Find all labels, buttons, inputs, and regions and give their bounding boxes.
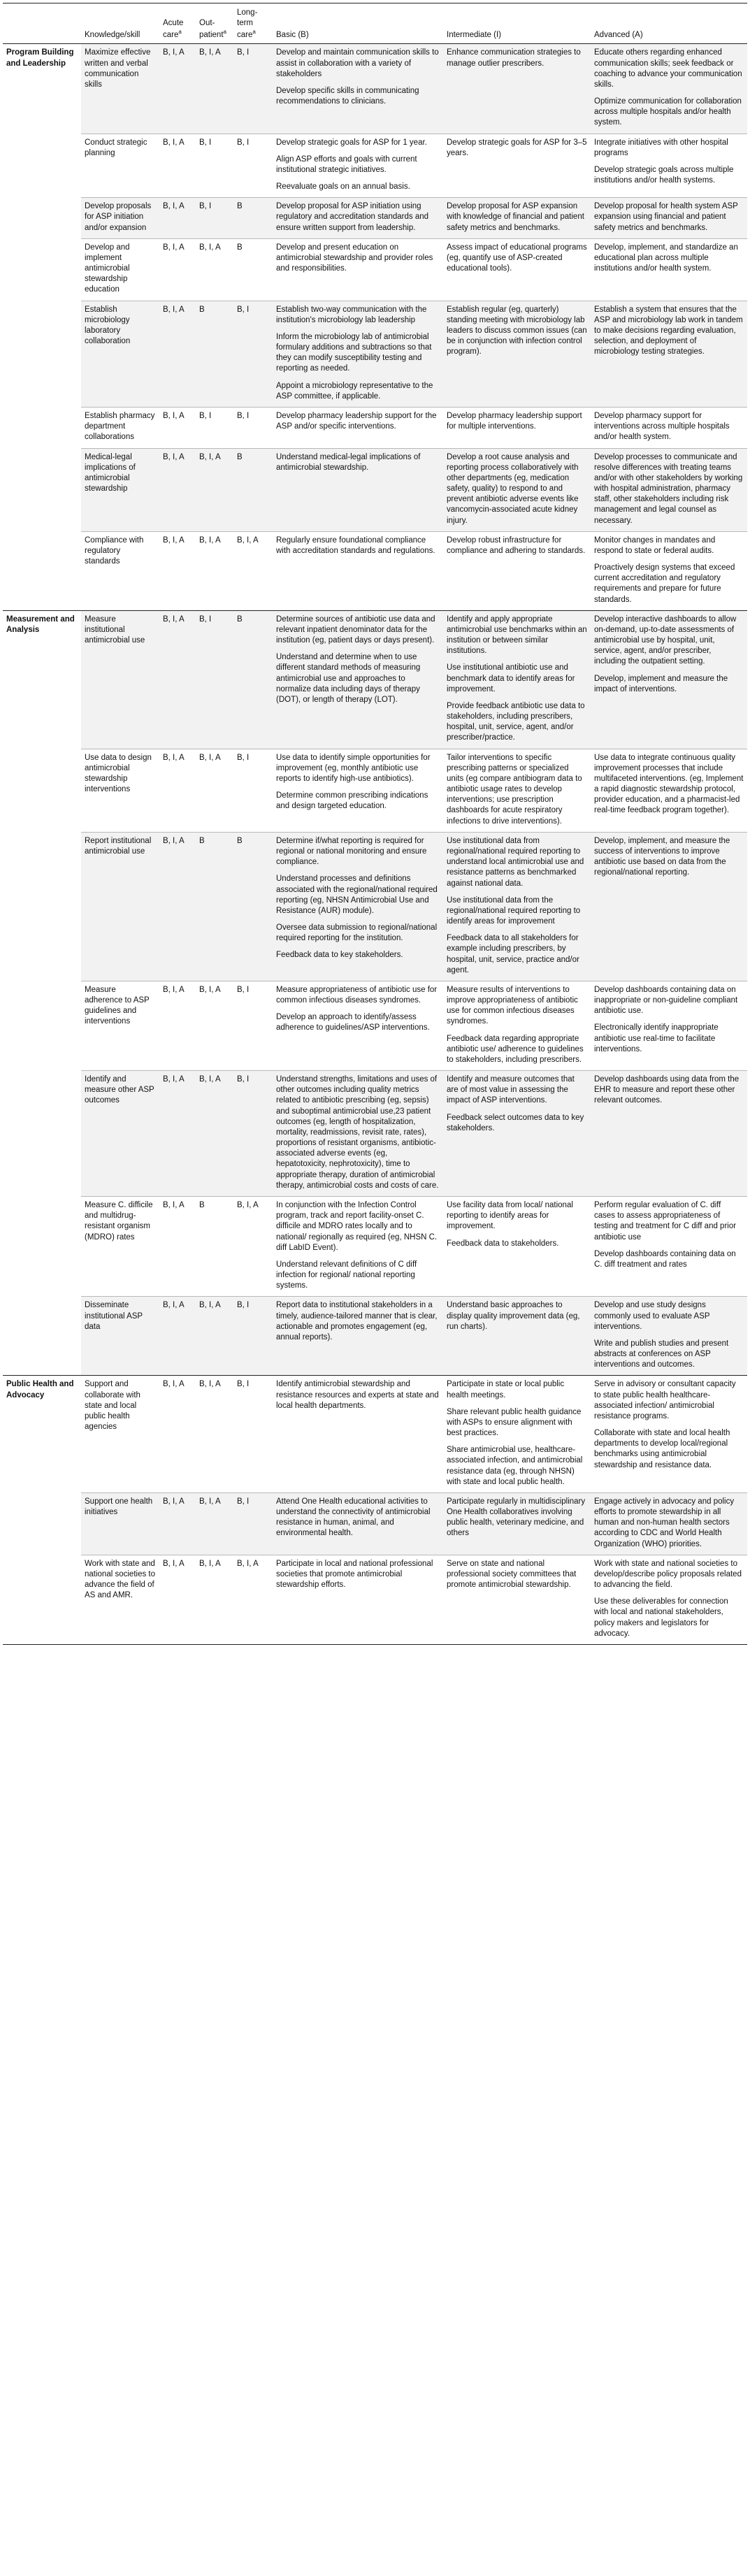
intermediate-cell bbox=[443, 1555, 591, 1644]
acute-care-level: B, I, A bbox=[159, 1555, 196, 1644]
basic-paragraph: Align ASP efforts and goals with current institutional strategic initiatives. bbox=[276, 154, 417, 174]
intermediate-paragraph: Use institutional data from regional/national required reporting to understand local antimicrobial use and resistance patterns as benchmarked against national data. bbox=[447, 836, 584, 888]
advanced-paragraph: Optimize communication for collaboration across multiple hospitals and/or health system. bbox=[594, 97, 742, 127]
header-intermediate: Intermediate (I) bbox=[443, 3, 591, 44]
acute-care-level: B, I, A bbox=[159, 531, 196, 610]
basic-cell bbox=[273, 44, 443, 134]
skill-cell: Establish microbiology laboratory collaboration bbox=[81, 301, 159, 407]
advanced-cell bbox=[591, 749, 747, 832]
table-row bbox=[3, 301, 747, 407]
acute-care-level: B, I, A bbox=[159, 407, 196, 448]
advanced-cell bbox=[591, 301, 747, 407]
advanced-paragraph: Proactively design systems that exceed current accreditation and regulatory requirements and prepare for future standards. bbox=[594, 563, 735, 604]
intermediate-paragraph: Feedback select outcomes data to key stakeholders. bbox=[447, 1113, 584, 1132]
table-row bbox=[3, 1555, 747, 1644]
acute-care-level: B, I, A bbox=[159, 1376, 196, 1493]
advanced-cell bbox=[591, 407, 747, 448]
acute-care-level: B, I, A bbox=[159, 238, 196, 301]
outpatient-level: B, I, A bbox=[196, 448, 233, 531]
advanced-paragraph: Use these deliverables for connection with local and national stakeholders, policy makers and legislators for advocacy. bbox=[594, 1597, 728, 1638]
intermediate-cell bbox=[443, 198, 591, 239]
long-term-care-level: B, I bbox=[233, 1376, 273, 1493]
basic-paragraph: Develop pharmacy leadership support for the ASP and/or specific interventions. bbox=[276, 411, 437, 431]
intermediate-cell bbox=[443, 1196, 591, 1296]
advanced-paragraph: Develop pharmacy support for interventions across multiple hospitals and/or health system. bbox=[594, 411, 730, 442]
basic-cell bbox=[273, 238, 443, 301]
intermediate-paragraph: Provide feedback antibiotic use data to stakeholders, including prescribers, hospital, unit, service, agent, and/or prescriber/practice. bbox=[447, 701, 585, 742]
table-row bbox=[3, 531, 747, 610]
outpatient-level: B, I, A bbox=[196, 531, 233, 610]
intermediate-cell bbox=[443, 301, 591, 407]
basic-cell bbox=[273, 198, 443, 239]
advanced-cell bbox=[591, 1555, 747, 1644]
basic-paragraph: Establish two-way communication with the institution's microbiology lab leadership bbox=[276, 305, 427, 324]
skill-cell: Measure C. difficile and multidrug-resistant organism (MDRO) rates bbox=[81, 1196, 159, 1296]
table-row bbox=[3, 134, 747, 198]
advanced-paragraph: Educate others regarding enhanced communication skills; seek feedback or coaching to advance your communication skills. bbox=[594, 48, 742, 89]
table-header bbox=[3, 3, 747, 44]
advanced-paragraph: Develop dashboards using data from the EHR to measure and report these other relevant outcomes. bbox=[594, 1075, 740, 1105]
basic-paragraph: Feedback data to key stakeholders. bbox=[276, 951, 403, 960]
intermediate-paragraph: Develop pharmacy leadership support for multiple interventions. bbox=[447, 411, 582, 431]
acute-care-level: B, I, A bbox=[159, 610, 196, 749]
long-term-care-level: B, I bbox=[233, 44, 273, 134]
skill-cell: Disseminate institutional ASP data bbox=[81, 1297, 159, 1376]
intermediate-paragraph: Develop strategic goals for ASP for 3–5 years. bbox=[447, 138, 587, 157]
skill-cell: Report institutional antimicrobial use bbox=[81, 832, 159, 981]
acute-care-level: B, I, A bbox=[159, 1492, 196, 1555]
advanced-cell bbox=[591, 44, 747, 134]
intermediate-cell bbox=[443, 1492, 591, 1555]
basic-paragraph: Appoint a microbiology representative to the ASP committee, if applicable. bbox=[276, 381, 433, 401]
domain-label: Measurement and Analysis bbox=[3, 610, 81, 1376]
intermediate-paragraph: Share antimicrobial use, healthcare-associated infection, and antimicrobial resistance data (eg, through NHSN) with state and local public health. bbox=[447, 1446, 583, 1486]
long-term-care-level: B, I bbox=[233, 1492, 273, 1555]
advanced-paragraph: Develop proposal for health system ASP expansion using financial and patient safety metrics and benchmarks. bbox=[594, 202, 738, 232]
skill-cell: Develop proposals for ASP initiation and/or expansion bbox=[81, 198, 159, 239]
outpatient-level: B bbox=[196, 301, 233, 407]
basic-cell bbox=[273, 301, 443, 407]
basic-paragraph: Understand strengths, limitations and uses of other outcomes including quality metrics related to antibiotic prescribing (eg, sepsis) and suboptimal antimicrobial use,23 patient outcomes (eg, length of hospitalization, mortality, readmissions, revisit rate, rates), proportions of resistant organisms, antibiotic-associated adverse events (eg, hepatotoxicity, nephrotoxicity), time to appropriate therapy, duration of antimicrobial therapy, antimicrobial costs and costs of care. bbox=[276, 1075, 439, 1190]
outpatient-level: B, I, A bbox=[196, 1071, 233, 1197]
table-row bbox=[3, 610, 747, 749]
basic-cell bbox=[273, 749, 443, 832]
basic-cell bbox=[273, 1555, 443, 1644]
header-acute: Acute care$^a$ bbox=[159, 3, 196, 44]
long-term-care-level: B bbox=[233, 610, 273, 749]
long-term-care-level: B, I bbox=[233, 301, 273, 407]
advanced-cell bbox=[591, 1297, 747, 1376]
advanced-paragraph: Perform regular evaluation of C. diff cases to assess appropriateness of testing and treatment for C diff and prior antibiotic use bbox=[594, 1200, 737, 1242]
outpatient-level: B bbox=[196, 1196, 233, 1296]
skill-cell: Establish pharmacy department collaborations bbox=[81, 407, 159, 448]
outpatient-level: B, I bbox=[196, 610, 233, 749]
basic-paragraph: Identify antimicrobial stewardship and resistance resources and experts at state and local health departments. bbox=[276, 1380, 439, 1410]
long-term-care-level: B, I bbox=[233, 407, 273, 448]
skill-cell: Support one health initiatives bbox=[81, 1492, 159, 1555]
intermediate-cell bbox=[443, 1071, 591, 1197]
acute-care-level: B, I, A bbox=[159, 198, 196, 239]
basic-paragraph: Develop strategic goals for ASP for 1 year. bbox=[276, 138, 427, 147]
intermediate-paragraph: Develop a root cause analysis and reporting process collaboratively with other departments (eg, medication safety, quality) to respond to and prevent antibiotic adverse events like vancomycin-associated acute kidney injury. bbox=[447, 452, 579, 525]
advanced-cell bbox=[591, 134, 747, 198]
long-term-care-level: B bbox=[233, 238, 273, 301]
acute-care-level: B, I, A bbox=[159, 134, 196, 198]
intermediate-cell bbox=[443, 749, 591, 832]
header-advanced: Advanced (A) bbox=[591, 3, 747, 44]
skill-cell: Compliance with regulatory standards bbox=[81, 531, 159, 610]
advanced-paragraph: Work with state and national societies to develop/describe policy proposals related to advancing the field. bbox=[594, 1559, 742, 1590]
skill-cell: Identify and measure other ASP outcomes bbox=[81, 1071, 159, 1197]
advanced-paragraph: Develop, implement, and standardize an educational plan across multiple institutions and/or health system. bbox=[594, 243, 738, 273]
intermediate-paragraph: Participate in state or local public health meetings. bbox=[447, 1380, 565, 1399]
acute-care-level: B, I, A bbox=[159, 981, 196, 1070]
basic-cell bbox=[273, 832, 443, 981]
intermediate-paragraph: Measure results of interventions to improve appropriateness of antibiotic use for common infectious diseases syndromes. bbox=[447, 985, 578, 1026]
outpatient-level: B, I bbox=[196, 407, 233, 448]
intermediate-paragraph: Use institutional antibiotic use and benchmark data to identify areas for improvement. bbox=[447, 663, 575, 693]
advanced-cell bbox=[591, 832, 747, 981]
advanced-paragraph: Develop processes to communicate and resolve differences with treating teams and/or with other stakeholders by working with hospital administration, pharmacy staff, other stakeholders including risk management and legal counsel as necessary. bbox=[594, 452, 743, 525]
table-row bbox=[3, 1071, 747, 1197]
intermediate-paragraph: Feedback data regarding appropriate antibiotic use/ adherence to guidelines to stakeholders, including prescribers. bbox=[447, 1034, 584, 1064]
acute-care-level: B, I, A bbox=[159, 1071, 196, 1197]
header-outpatient: Out-patient$^a$ bbox=[196, 3, 233, 44]
advanced-paragraph: Monitor changes in mandates and respond to state or federal audits. bbox=[594, 535, 716, 555]
basic-cell bbox=[273, 448, 443, 531]
acute-care-level: B, I, A bbox=[159, 1297, 196, 1376]
table-row bbox=[3, 749, 747, 832]
table-row bbox=[3, 238, 747, 301]
long-term-care-level: B, I bbox=[233, 981, 273, 1070]
advanced-paragraph: Integrate initiatives with other hospital programs bbox=[594, 138, 728, 157]
intermediate-cell bbox=[443, 832, 591, 981]
basic-paragraph: Develop and maintain communication skills to assist in collaboration with a variety of stakeholders bbox=[276, 48, 439, 78]
advanced-paragraph: Use data to integrate continuous quality improvement processes that include multifaceted interventions. (eg, Implement a rapid diagnostic stewardship protocol, provider education, and a pharmacist-led real-time feedback program together). bbox=[594, 753, 744, 815]
basic-cell bbox=[273, 1376, 443, 1493]
intermediate-paragraph: Tailor interventions to specific prescribing patterns or specialized units (eg compare antibiogram data to antibiotic usage rates to develop interventions; use prescription dashboards for acute respiratory infections to drive interventions). bbox=[447, 753, 582, 826]
basic-paragraph: Oversee data submission to regional/national required reporting for the institution. bbox=[276, 923, 438, 943]
advanced-paragraph: Write and publish studies and present abstracts at conferences on ASP interventions and outcomes. bbox=[594, 1339, 729, 1369]
intermediate-paragraph: Share relevant public health guidance with ASPs to ensure alignment with best practices. bbox=[447, 1407, 582, 1438]
intermediate-paragraph: Understand basic approaches to display quality improvement data (eg, run charts). bbox=[447, 1301, 580, 1331]
intermediate-paragraph: Assess impact of educational programs (eg, quantify use of ASP-created educational tools). bbox=[447, 243, 587, 273]
advanced-paragraph: Establish a system that ensures that the ASP and microbiology lab work in tandem to make decisions regarding evaluation, selection, and deployment of microbiology testing strategies. bbox=[594, 305, 743, 357]
long-term-care-level: B, I, A bbox=[233, 1196, 273, 1296]
basic-paragraph: Regularly ensure foundational compliance with accreditation standards and regulations. bbox=[276, 535, 435, 555]
basic-paragraph: Develop proposal for ASP initiation using regulatory and accreditation standards and ensure written support from leadership. bbox=[276, 202, 429, 232]
long-term-care-level: B bbox=[233, 448, 273, 531]
skill-cell: Medical-legal implications of antimicrobial stewardship bbox=[81, 448, 159, 531]
advanced-paragraph: Develop strategic goals across multiple institutions and/or health systems. bbox=[594, 165, 734, 185]
skill-cell: Maximize effective written and verbal communication skills bbox=[81, 44, 159, 134]
basic-cell bbox=[273, 610, 443, 749]
table-row bbox=[3, 1492, 747, 1555]
basic-paragraph: Understand processes and definitions associated with the regional/national required reporting (eg, NHSN Antimicrobial Use and Resistance (AUR) module). bbox=[276, 875, 438, 915]
acute-care-level: B, I, A bbox=[159, 749, 196, 832]
table-row bbox=[3, 1196, 747, 1296]
intermediate-cell bbox=[443, 981, 591, 1070]
basic-cell bbox=[273, 1492, 443, 1555]
basic-paragraph: Determine common prescribing indications and design targeted education. bbox=[276, 791, 428, 811]
intermediate-paragraph: Identify and apply appropriate antimicrobial use benchmarks within an institution or between similar institutions. bbox=[447, 614, 587, 656]
outpatient-level: B, I bbox=[196, 198, 233, 239]
long-term-care-level: B, I, A bbox=[233, 1555, 273, 1644]
basic-paragraph: Reevaluate goals on an annual basis. bbox=[276, 182, 410, 192]
advanced-cell bbox=[591, 1376, 747, 1493]
basic-paragraph: Determine if/what reporting is required for regional or national monitoring and ensure compliance. bbox=[276, 836, 427, 867]
intermediate-paragraph: Feedback data to all stakeholders for example including prescribers, by hospital, unit, service, practice and/or agent. bbox=[447, 934, 579, 974]
basic-paragraph: Use data to identify simple opportunities for improvement (eg, monthly antibiotic use reports to identify high-use antibiotics). bbox=[276, 753, 431, 783]
competency-table bbox=[3, 3, 747, 1645]
basic-paragraph: Understand relevant definitions of C diff infection for regional/ national reporting systems. bbox=[276, 1260, 417, 1290]
intermediate-cell bbox=[443, 610, 591, 749]
advanced-cell bbox=[591, 1071, 747, 1197]
acute-care-level: B, I, A bbox=[159, 1196, 196, 1296]
advanced-cell bbox=[591, 981, 747, 1070]
long-term-care-level: B bbox=[233, 198, 273, 239]
outpatient-level: B, I, A bbox=[196, 1297, 233, 1376]
basic-paragraph: Develop an approach to identify/assess adherence to guidelines/ASP interventions. bbox=[276, 1013, 430, 1032]
acute-care-level: B, I, A bbox=[159, 44, 196, 134]
intermediate-paragraph: Use facility data from local/ national reporting to identify areas for improvement. bbox=[447, 1200, 573, 1231]
skill-cell: Measure adherence to ASP guidelines and interventions bbox=[81, 981, 159, 1070]
basic-paragraph: Understand and determine when to use different standard methods of measuring antimicrobial use and approaches to normalize data including days of therapy (DOT), or length of therapy (LOT). bbox=[276, 653, 421, 704]
advanced-paragraph: Engage actively in advocacy and policy efforts to promote stewardship in all human and non-human health sectors according to CDC and World Health Organization (WHO) priorities. bbox=[594, 1497, 735, 1548]
basic-paragraph: Attend One Health educational activities to understand the connectivity of antimicrobial resistance in human, animal, and environmental health. bbox=[276, 1497, 431, 1538]
advanced-cell bbox=[591, 238, 747, 301]
table-row bbox=[3, 1297, 747, 1376]
table-row bbox=[3, 44, 747, 134]
skill-cell: Conduct strategic planning bbox=[81, 134, 159, 198]
intermediate-paragraph: Feedback data to stakeholders. bbox=[447, 1239, 559, 1248]
acute-care-level: B, I, A bbox=[159, 301, 196, 407]
table-row bbox=[3, 981, 747, 1070]
outpatient-level: B, I, A bbox=[196, 1492, 233, 1555]
intermediate-cell bbox=[443, 238, 591, 301]
outpatient-level: B, I, A bbox=[196, 44, 233, 134]
advanced-cell bbox=[591, 610, 747, 749]
basic-paragraph: Participate in local and national professional societies that promote antimicrobial stewardship efforts. bbox=[276, 1559, 433, 1590]
acute-care-level: B, I, A bbox=[159, 832, 196, 981]
advanced-paragraph: Develop dashboards containing data on inappropriate or non-guideline compliant antibiotic use. bbox=[594, 985, 738, 1016]
intermediate-paragraph: Establish regular (eg, quarterly) standing meeting with microbiology lab leaders to discuss common issues (can be in conjunction with infection control program). bbox=[447, 305, 587, 357]
outpatient-level: B, I, A bbox=[196, 1555, 233, 1644]
advanced-paragraph: Develop dashboards containing data on C. diff treatment and rates bbox=[594, 1249, 736, 1269]
intermediate-cell bbox=[443, 1297, 591, 1376]
outpatient-level: B bbox=[196, 832, 233, 981]
basic-paragraph: Inform the microbiology lab of antimicrobial formulary additions and subtractions so that they can modify susceptibility testing and reporting as needed. bbox=[276, 332, 432, 373]
domain-label: Program Building and Leadership bbox=[3, 44, 81, 610]
long-term-care-level: B, I bbox=[233, 1297, 273, 1376]
intermediate-paragraph: Develop proposal for ASP expansion with knowledge of financial and patient safety metrics and benchmarks. bbox=[447, 202, 584, 232]
advanced-paragraph: Electronically identify inappropriate antibiotic use real-time to facilitate interventions. bbox=[594, 1023, 719, 1053]
basic-cell bbox=[273, 531, 443, 610]
skill-cell: Support and collaborate with state and local public health agencies bbox=[81, 1376, 159, 1493]
basic-cell bbox=[273, 981, 443, 1070]
intermediate-cell bbox=[443, 134, 591, 198]
basic-paragraph: In conjunction with the Infection Control program, track and report facility-onset C. difficile and MDRO rates locally and to national/ regionally as required (eg, NHSN C. diff LabID Event). bbox=[276, 1200, 438, 1252]
header-skill: Knowledge/skill bbox=[81, 3, 159, 44]
long-term-care-level: B, I bbox=[233, 134, 273, 198]
skill-cell: Use data to design antimicrobial stewardship interventions bbox=[81, 749, 159, 832]
advanced-paragraph: Develop, implement, and measure the success of interventions to improve antibiotic use based on data from the regional/national reporting. bbox=[594, 836, 730, 877]
basic-paragraph: Determine sources of antibiotic use data and relevant inpatient denominator data for the institution (eg, patient days or days present). bbox=[276, 614, 435, 645]
intermediate-cell bbox=[443, 407, 591, 448]
intermediate-paragraph: Use institutional data from the regional/national required reporting to identify areas for improvement bbox=[447, 895, 581, 926]
skill-cell: Work with state and national societies to advance the field of AS and AMR. bbox=[81, 1555, 159, 1644]
table-row bbox=[3, 448, 747, 531]
outpatient-level: B, I bbox=[196, 134, 233, 198]
long-term-care-level: B, I bbox=[233, 749, 273, 832]
intermediate-cell bbox=[443, 531, 591, 610]
outpatient-level: B, I, A bbox=[196, 238, 233, 301]
basic-paragraph: Develop and present education on antimicrobial stewardship and provider roles and responsibilities. bbox=[276, 243, 433, 273]
skill-cell: Develop and implement antimicrobial stewardship education bbox=[81, 238, 159, 301]
advanced-paragraph: Collaborate with state and local health departments to develop local/regional benchmarks using antimicrobial stewardship and resistance data. bbox=[594, 1429, 730, 1469]
intermediate-paragraph: Serve on state and national professional society committees that promote antimicrobial stewardship. bbox=[447, 1559, 577, 1590]
advanced-cell bbox=[591, 1492, 747, 1555]
advanced-paragraph: Develop and use study designs commonly used to evaluate ASP interventions. bbox=[594, 1301, 710, 1331]
intermediate-paragraph: Develop robust infrastructure for compliance and adhering to standards. bbox=[447, 535, 586, 555]
outpatient-level: B, I, A bbox=[196, 749, 233, 832]
advanced-paragraph: Develop, implement and measure the impact of interventions. bbox=[594, 674, 728, 693]
header-basic: Basic (B) bbox=[273, 3, 443, 44]
domain-label: Public Health and Advocacy bbox=[3, 1376, 81, 1645]
basic-cell bbox=[273, 1297, 443, 1376]
intermediate-cell bbox=[443, 44, 591, 134]
advanced-cell bbox=[591, 198, 747, 239]
advanced-cell bbox=[591, 531, 747, 610]
basic-cell bbox=[273, 1071, 443, 1197]
table-row bbox=[3, 198, 747, 239]
acute-care-level: B, I, A bbox=[159, 448, 196, 531]
basic-cell bbox=[273, 407, 443, 448]
skill-cell: Measure institutional antimicrobial use bbox=[81, 610, 159, 749]
intermediate-paragraph: Enhance communication strategies to manage outlier prescribers. bbox=[447, 48, 581, 68]
long-term-care-level: B, I bbox=[233, 1071, 273, 1197]
intermediate-cell bbox=[443, 1376, 591, 1493]
advanced-paragraph: Develop interactive dashboards to allow on-demand, up-to-date assessments of antimicrobial use by hospital, unit, service, agent, and/or prescriber, including the outpatient setting. bbox=[594, 614, 737, 666]
basic-cell bbox=[273, 1196, 443, 1296]
basic-cell bbox=[273, 134, 443, 198]
table-row bbox=[3, 832, 747, 981]
intermediate-paragraph: Participate regularly in multidisciplinary One Health collaboratives involving public health, veterinary medicine, and others bbox=[447, 1497, 586, 1538]
advanced-cell bbox=[591, 448, 747, 531]
basic-paragraph: Measure appropriateness of antibiotic use for common infectious diseases syndromes. bbox=[276, 985, 438, 1005]
basic-paragraph: Report data to institutional stakeholders in a timely, audience-tailored manner that is clear, actionable and promotes engagement (eg, annual reports). bbox=[276, 1301, 438, 1341]
long-term-care-level: B bbox=[233, 832, 273, 981]
outpatient-level: B, I, A bbox=[196, 1376, 233, 1493]
intermediate-paragraph: Identify and measure outcomes that are of most value in assessing the impact of ASP interventions. bbox=[447, 1075, 575, 1105]
table-row bbox=[3, 407, 747, 448]
basic-paragraph: Develop specific skills in communicating recommendations to clinicians. bbox=[276, 86, 419, 106]
header-domain bbox=[3, 3, 81, 44]
long-term-care-level: B, I, A bbox=[233, 531, 273, 610]
intermediate-cell bbox=[443, 448, 591, 531]
basic-paragraph: Understand medical-legal implications of antimicrobial stewardship. bbox=[276, 452, 421, 472]
advanced-paragraph: Serve in advisory or consultant capacity to state public health healthcare-associated infection/ antimicrobial resistance programs. bbox=[594, 1380, 736, 1420]
table-row bbox=[3, 1376, 747, 1493]
table-body bbox=[3, 44, 747, 1645]
outpatient-level: B, I, A bbox=[196, 981, 233, 1070]
advanced-cell bbox=[591, 1196, 747, 1296]
header-ltc: Long-term care$^a$ bbox=[233, 3, 273, 44]
